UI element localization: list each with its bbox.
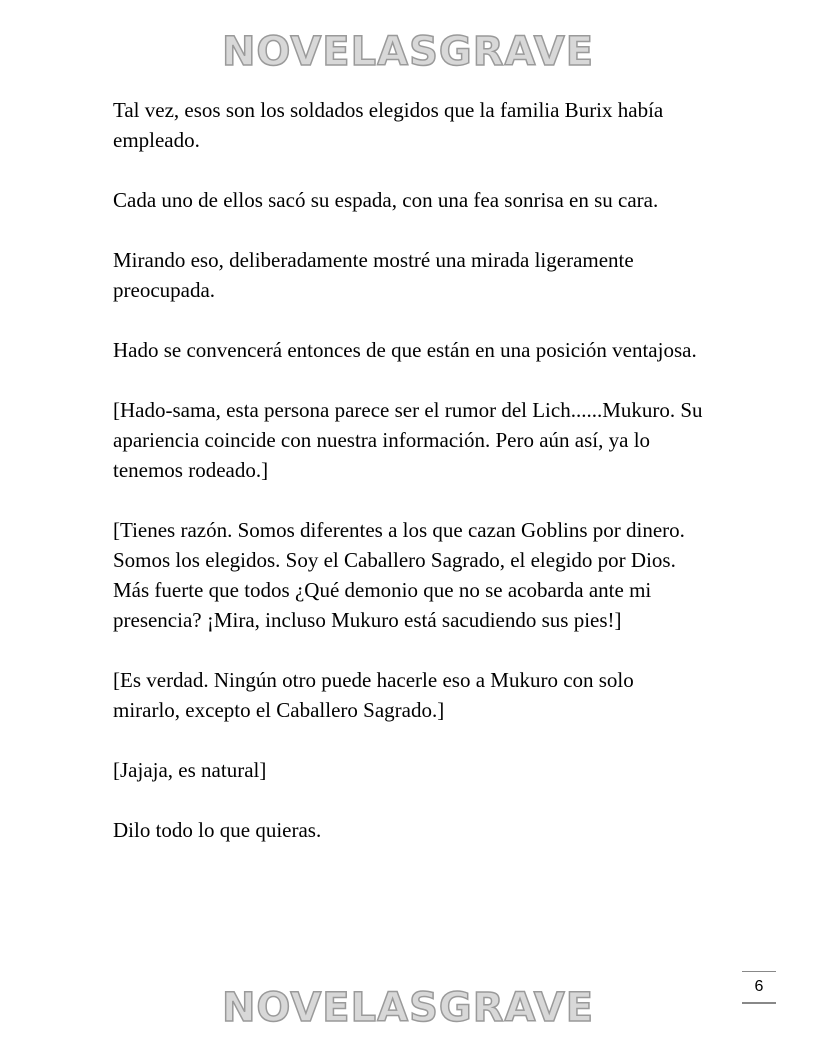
paragraph: Hado se convencerá entonces de que están en una posición ventajosa. [113, 338, 697, 362]
paragraph: [Tienes razón. Somos diferentes a los que cazan Goblins por dinero. Somos los elegidos. Soy el Caballero Sagrado, el elegido por Dios. Más fuerte que todos ¿Qué demonio que no se acobarda ante mi presencia? ¡Mira, incluso Mukuro está sacudiendo sus pies!] [113, 518, 685, 632]
page-number: 6 [742, 971, 776, 1004]
paragraph: Tal vez, esos son los soldados elegidos que la familia Burix había empleado. [113, 98, 664, 152]
paragraph: [Jajaja, es natural] [113, 758, 267, 782]
header-watermark: NOVELASGRAVE [221, 29, 595, 75]
paragraph: Dilo todo lo que quieras. [113, 818, 322, 842]
paragraph: [Hado-sama, esta persona parece ser el rumor del Lich......Mukuro. Su apariencia coincide con nuestra información. Pero aún así, ya lo tenemos rodeado.] [113, 398, 703, 482]
paragraph: Mirando eso, deliberadamente mostré una mirada ligeramente preocupada. [113, 248, 634, 302]
body-text [113, 95, 703, 845]
paragraph: [Es verdad. Ningún otro puede hacerle eso a Mukuro con solo mirarlo, excepto el Caballero Sagrado.] [113, 668, 634, 722]
paragraph: Cada uno de ellos sacó su espada, con una fea sonrisa en su cara. [113, 188, 659, 212]
footer-watermark: NOVELASGRAVE [221, 985, 595, 1031]
